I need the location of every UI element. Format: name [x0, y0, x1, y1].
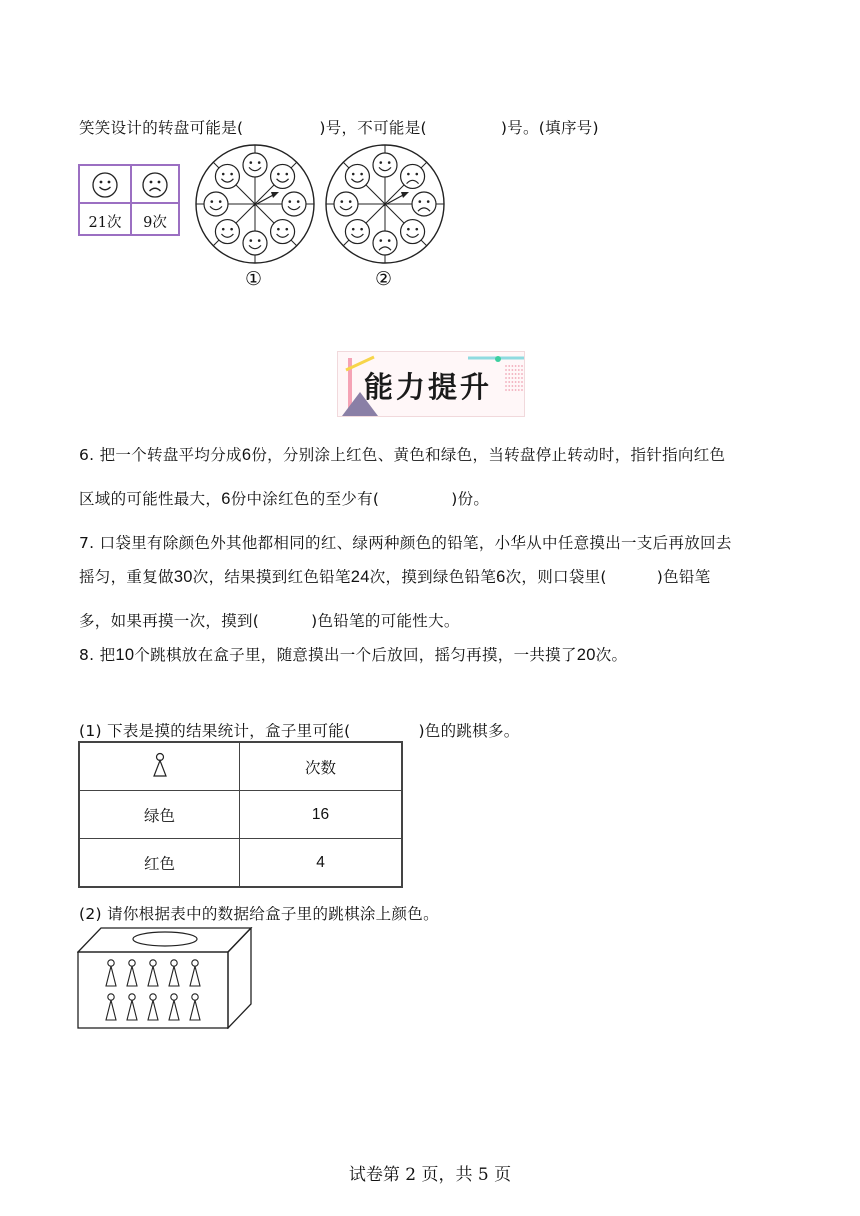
happy-face-icon — [271, 164, 295, 188]
table-header-count: 次数 — [240, 742, 403, 791]
chess-piece-icon[interactable] — [148, 960, 158, 986]
piece-box — [77, 927, 253, 1029]
happy-face-icon — [345, 164, 369, 188]
happy-face-icon — [334, 192, 358, 216]
q6-line-2: 区域的可能性最大，6份中涂红色的至少有( )份。 — [79, 490, 490, 508]
q7-line-1: 7. 口袋里有除颜色外其他都相同的红、绿两种颜色的铅笔，小华从中任意摸出一支后再放回去 — [79, 534, 732, 552]
result-table — [78, 741, 403, 888]
happy-face-icon — [243, 231, 267, 255]
spinner-2 — [323, 142, 447, 266]
q7-line-2: 摇匀，重复做30次，结果摸到红色铅笔24次，摸到绿色铅笔6次，则口袋里( )色铅笔 — [79, 568, 711, 586]
chess-piece-icon[interactable] — [169, 994, 179, 1020]
chess-piece-icon — [151, 752, 169, 778]
spinner-2-label: ② — [375, 268, 393, 290]
happy-face-icon — [243, 153, 267, 177]
chess-piece-icon[interactable] — [190, 994, 200, 1020]
happy-face-icon — [215, 220, 239, 244]
sad-face-icon — [141, 171, 169, 199]
sad-face-icon — [401, 164, 425, 188]
chess-piece-icon[interactable] — [127, 960, 137, 986]
happy-count: 21次 — [88, 215, 122, 231]
chess-piece-icon[interactable] — [106, 994, 116, 1020]
happy-face-icon — [401, 220, 425, 244]
chess-piece-icon[interactable] — [169, 960, 179, 986]
happy-face-icon — [345, 220, 369, 244]
spinner-1 — [193, 142, 317, 266]
chess-piece-icon[interactable] — [127, 994, 137, 1020]
q7-line-3: 多，如果再摸一次，摸到( )色铅笔的可能性大。 — [79, 612, 460, 630]
sad-face-icon — [412, 192, 436, 216]
table-row: 绿色 16 — [79, 791, 402, 839]
sad-face-icon — [373, 231, 397, 255]
q8-sub-1: (1) 下表是摸的结果统计，盒子里可能( )色的跳棋多。 — [79, 722, 520, 740]
spinner-1-label: ① — [245, 268, 263, 290]
happy-face-icon — [373, 153, 397, 177]
chess-piece-icon[interactable] — [190, 960, 200, 986]
happy-face-icon — [271, 220, 295, 244]
section-banner — [337, 351, 525, 417]
q8-sub-2: (2) 请你根据表中的数据给盒子里的跳棋涂上颜色。 — [79, 905, 439, 923]
table-header-row — [79, 742, 402, 791]
q6-line-1: 6. 把一个转盘平均分成6份，分别涂上红色、黄色和绿色，当转盘停止转动时，指针指向红色 — [79, 446, 726, 464]
happy-face-icon — [282, 192, 306, 216]
page-footer: 试卷第 2 页，共 5 页 — [348, 1165, 512, 1185]
q8-line: 8. 把10个跳棋放在盒子里，随意摸出一个后放回，摇匀再摸，一共摸了20次。 — [79, 646, 628, 664]
happy-face-icon — [204, 192, 228, 216]
q5-question-line: 笑笑设计的转盘可能是( )号，不可能是( )号。(填序号) — [79, 119, 599, 137]
tally-table — [78, 164, 180, 236]
chess-piece-icon[interactable] — [106, 960, 116, 986]
sad-count: 9次 — [143, 215, 167, 231]
happy-face-icon — [91, 171, 119, 199]
chess-piece-icon[interactable] — [148, 994, 158, 1020]
banner-title: 能力提升 — [364, 370, 493, 404]
happy-face-icon — [215, 164, 239, 188]
table-row: 红色 4 — [79, 839, 402, 888]
